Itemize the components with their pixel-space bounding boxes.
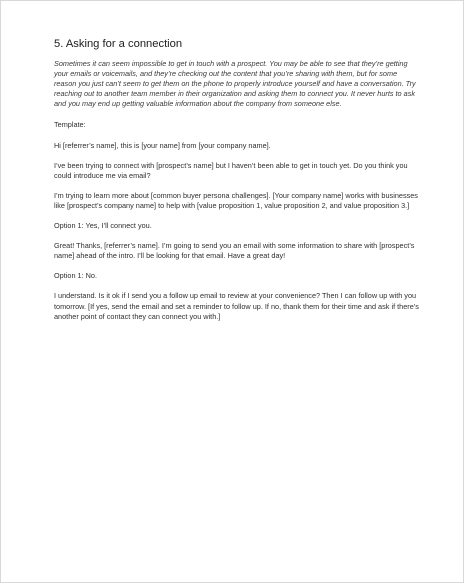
option-no-response: I understand. Is it ok if I send you a follow up email to review at your convenience? Then I can follow up with you tomorrow. [If yes, send the email and set a reminder to follow up. If no, thank them for their time and ask if there’s another point of contact they can connect you with.]: [54, 291, 419, 321]
option-yes-response: Great! Thanks, [referrer’s name]. I’m going to send you an email with some information to share with [prospect’s name] ahead of the intro. I’ll be looking for that email. Have a great day!: [54, 241, 415, 261]
intro-paragraph: Sometimes it can seem impossible to get in touch with a prospect. You may be able to see that they’re getting your emails or voicemails, and they’re checking out the content that you’re sharing with them, but for some reason you just can’t seem to get them on the phone to properly introduce yourself and have a conversation. Try reaching out to another team member in their organization and asking them to connect you. It never hurts to ask and you may end up getting valuable information about the company from someone else.: [54, 59, 416, 109]
template-context: I’m trying to learn more about [common buyer persona challenges]. [Your company name] works with businesses like [prospect’s company name] to help with [value proposition 1, value proposition 2, and value proposition 3.]: [54, 190, 418, 210]
option-no-heading: Option 1: No.: [54, 271, 97, 281]
template-request: I’ve been trying to connect with [prospect’s name] but I haven’t been able to get in touch yet. Do you think you could introduce me via email?: [54, 160, 408, 180]
document-content: [54, 37, 420, 322]
section-heading: 5. Asking for a connection: [54, 38, 183, 50]
option-yes-heading: Option 1: Yes, I’ll connect you.: [54, 221, 152, 231]
template-greeting: Hi [referrer’s name], this is [your name] from [your company name].: [54, 140, 271, 150]
template-label: Template:: [54, 120, 86, 130]
